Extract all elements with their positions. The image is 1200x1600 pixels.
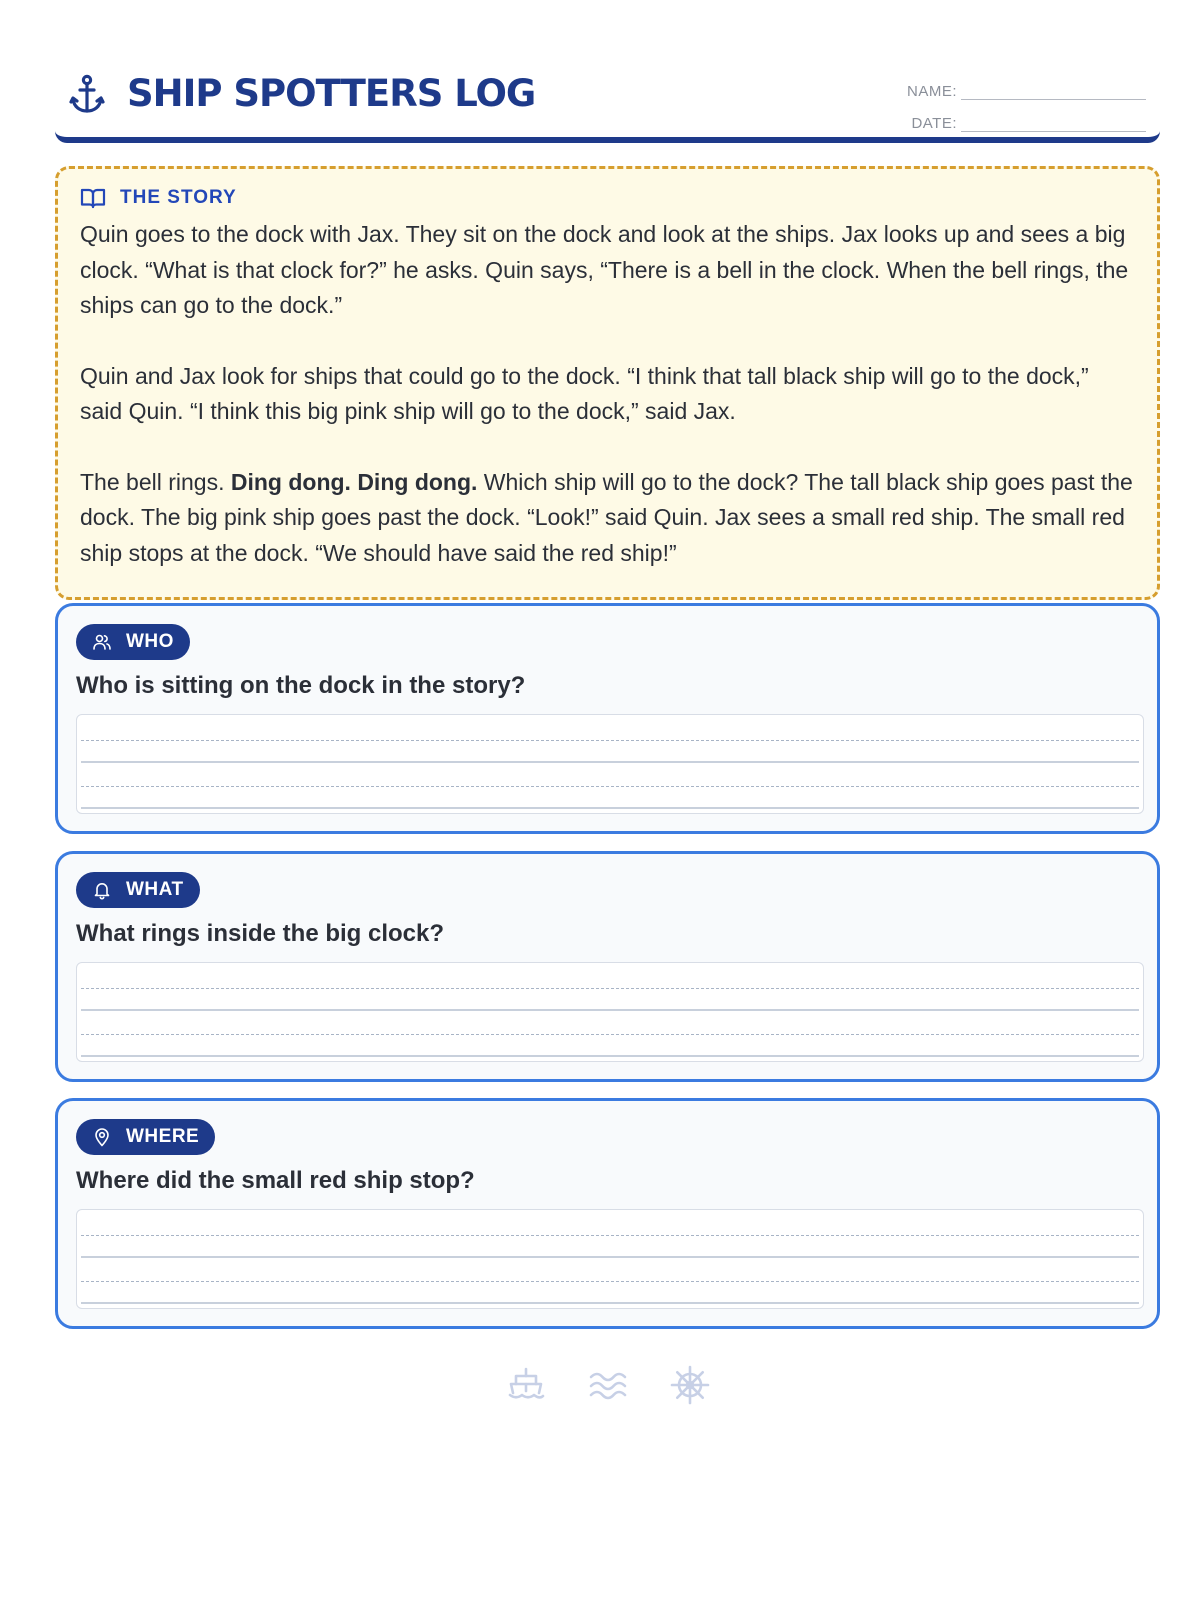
question-text-what: What rings inside the big clock? — [76, 920, 445, 947]
name-row — [896, 68, 1146, 100]
waves-icon — [588, 1365, 628, 1405]
writing-guide-solid — [81, 761, 1139, 763]
writing-guide-dashed — [81, 1281, 1139, 1282]
writing-guide-dashed — [81, 740, 1139, 741]
story-bold-text: Ding dong. Ding dong. — [230, 468, 478, 495]
question-tag-who — [76, 624, 190, 660]
footer-decorations — [55, 1365, 1160, 1405]
ship-icon — [506, 1365, 546, 1405]
question-card-where — [55, 1098, 1160, 1329]
users-icon — [92, 632, 112, 652]
question-tag-label: WHO — [126, 631, 174, 652]
worksheet — [55, 0, 1160, 1194]
story-paragraph-3-end: Which ship will go to the dock? The tall black ship goes past the dock. The big pink ship goes past the dock. “Look!” said Quin. Jax sees a small red ship. The small red ship stops at the dock. “We should have said the red ship!” — [80, 468, 1133, 566]
story-header — [80, 187, 1135, 209]
location-pin-icon — [92, 1127, 112, 1147]
name-label: NAME: — [906, 83, 957, 100]
writing-guide-solid — [81, 1009, 1139, 1011]
question-tag-what — [76, 872, 200, 908]
ship-wheel-icon — [670, 1365, 710, 1405]
date-field[interactable] — [961, 114, 1146, 132]
question-tag-where — [76, 1119, 215, 1155]
story-paragraph-3-start: The bell rings. — [80, 468, 231, 495]
title-group — [69, 72, 535, 115]
writing-guide-solid — [81, 1256, 1139, 1258]
writing-guide-solid — [81, 1055, 1139, 1057]
writing-guide-dashed — [81, 988, 1139, 989]
story-box — [55, 166, 1160, 600]
question-text-where: Where did the small red ship stop? — [76, 1167, 475, 1194]
page-title: SHIP SPOTTERS LOG — [127, 72, 536, 115]
story-paragraph-3 — [80, 465, 1135, 572]
story-paragraph-1: Quin goes to the dock with Jax. They sit on the dock and look at the ships. Jax looks up and sees a big clock. “What is that clock for?” he asks. Quin says, “There is a bell in the clock. When the bell rings, the ships can go to the dock.” — [80, 221, 1129, 318]
story-paragraph-2: Quin and Jax look for ships that could go to the dock. “I think that tall black ship will go to the dock,” said Quin. “I think this big pink ship will go to the dock,” said Jax. — [80, 362, 1089, 424]
question-card-who — [55, 603, 1160, 834]
date-label: DATE: — [911, 115, 957, 132]
writing-guide-solid — [81, 807, 1139, 809]
open-book-icon — [80, 187, 106, 209]
answer-area-what[interactable] — [76, 962, 1144, 1062]
story-title: THE STORY — [120, 187, 237, 208]
date-row — [896, 100, 1146, 132]
question-tag-label: WHERE — [126, 1126, 200, 1147]
writing-guide-dashed — [81, 1034, 1139, 1035]
name-field[interactable] — [961, 82, 1146, 100]
bell-icon — [92, 880, 112, 900]
header — [55, 0, 1160, 143]
question-text-who: Who is sitting on the dock in the story? — [76, 672, 526, 699]
question-tag-label: WHAT — [126, 879, 184, 900]
anchor-icon — [69, 74, 105, 114]
writing-guide-solid — [81, 1302, 1139, 1304]
name-date-block — [896, 68, 1146, 132]
answer-area-who[interactable] — [76, 714, 1144, 814]
question-card-what — [55, 851, 1160, 1082]
writing-guide-dashed — [81, 1235, 1139, 1236]
writing-guide-dashed — [81, 786, 1139, 787]
answer-area-where[interactable] — [76, 1209, 1144, 1309]
